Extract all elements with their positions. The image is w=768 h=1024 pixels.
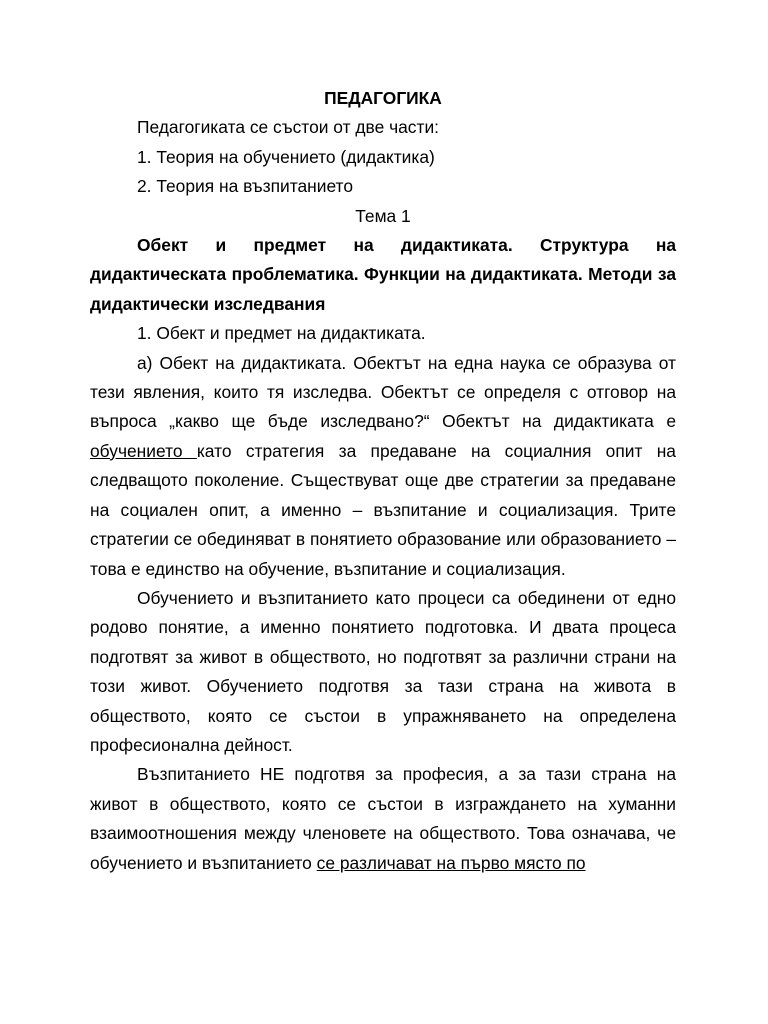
document-title: ПЕДАГОГИКА: [324, 88, 442, 108]
underlined-term-teaching: обучението: [90, 440, 197, 461]
underlined-phrase-differ: се различават на първо място по: [316, 852, 586, 873]
intro-line: Педагогиката се състои от две части:: [137, 117, 440, 138]
paragraph-object-text-2: като стратегия за предаване на социалния опит на следващото поколение. Съществуват още две стратегии за предаване на социален опит, а именно – възпитание и социализация. Трите стратегии се обединяват в понятието образование или образованието – това е единство на обучение, възпитание и социализация.: [90, 440, 676, 579]
document-body: [90, 84, 676, 878]
topic-heading: Обект и предмет на дидактиката. Структура на дидактическата проблематика. Функции на дидактиката. Методи за дидактически изследвания: [90, 235, 676, 314]
topic-label: Тема 1: [355, 205, 411, 226]
section-heading-1: 1. Обект и предмет на дидактиката.: [137, 323, 426, 344]
paragraph-upbringing: [90, 760, 676, 878]
part-item-2: 2. Теория на възпитанието: [137, 176, 353, 197]
paragraph-object: [90, 349, 676, 584]
paragraph-upbringing-text-1: Възпитанието НЕ подготвя за професия, а за тази страна на живот в обществото, която се състои в изграждането на хуманни взаимоотношения между членовете на обществото. Това означава, че обучението и възпитанието: [90, 764, 676, 873]
paragraph-teaching-upbringing: Обучението и възпитанието като процеси са обединени от едно родово понятие, а именно понятието подготовка. И двата процеса подготвят за живот в обществото, но подготвят за различни страни на този живот. Обучението подготвя за тази страна на живота в обществото, която се състои в упражняването на определена професионална дейност.: [90, 587, 676, 755]
paragraph-object-text-1: а) Обект на дидактиката. Обектът на една наука се образува от тези явления, които тя изследва. Обектът се определя с отговор на въпроса „какво ще бъде изследвано?“ Обектът на дидактиката е: [90, 352, 676, 432]
part-item-1: 1. Теория на обучението (дидактика): [137, 146, 435, 167]
